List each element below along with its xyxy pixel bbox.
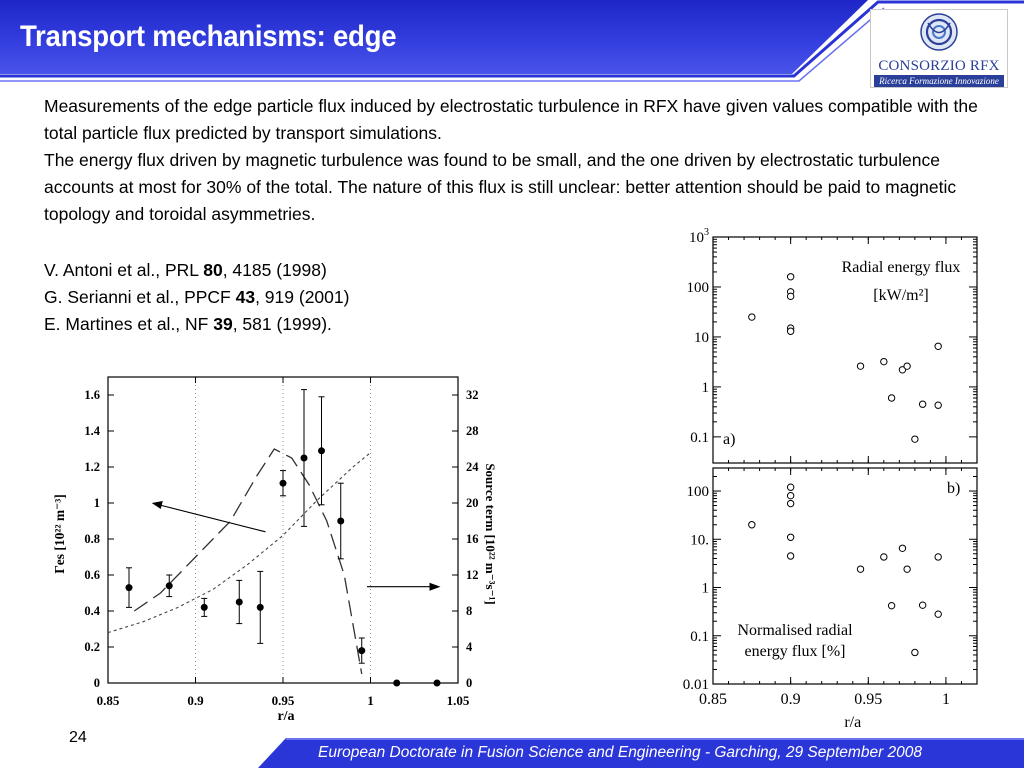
data-point: [301, 455, 308, 462]
data-point: [337, 518, 344, 525]
panel-b-data-point: [935, 611, 941, 617]
panel-a-data-point: [787, 328, 793, 334]
y2-tick-label: 16: [466, 532, 479, 546]
panel-b-units: energy flux [%]: [744, 643, 846, 660]
y2-tick-label: 32: [466, 388, 479, 402]
data-point: [318, 447, 325, 454]
panel-b-y-tick-label: 0.1: [690, 628, 709, 645]
panel-a-y-tick-label: 100: [686, 279, 709, 296]
logo-tagline: Ricerca Formazione Innovazione: [874, 75, 1004, 87]
data-point: [236, 599, 243, 606]
paragraph-energy-flux: The energy flux driven by magnetic turbulence was found to be small, and the one driven by electrostatic turbulence accounts at most for 30% of the total. The nature of this flux is still unclear: better attention should be paid to magnetic topology and toroidal asymmetries.: [44, 150, 957, 224]
x-tick-label: 1: [941, 691, 950, 708]
data-point: [434, 680, 441, 687]
panel-b-label: b): [947, 480, 961, 497]
reference-item: V. Antoni et al., PRL 80, 4185 (1998): [44, 260, 327, 280]
arrow-left-head: [152, 501, 163, 509]
panel-a-data-point: [935, 402, 941, 408]
data-point: [358, 647, 365, 654]
panel-b-data-point: [919, 602, 925, 608]
body-text: [44, 93, 984, 228]
y-tick-label: 1.6: [84, 388, 100, 402]
panel-b-data-point: [787, 492, 793, 498]
arrow-left-shaft: [158, 505, 266, 532]
y2-axis-label: Source term [10²² m⁻³s⁻¹]: [483, 463, 498, 605]
data-point: [166, 582, 173, 589]
panel-a-y-tick-label: 0.1: [690, 429, 709, 446]
panel-a-units: [kW/m²]: [873, 287, 929, 304]
y-tick-label: 0: [93, 676, 100, 690]
reference-list: [44, 257, 349, 338]
panel-b-data-point: [935, 554, 941, 560]
series-line-source-term: [134, 449, 362, 674]
x-tick-label: 1.05: [446, 693, 470, 708]
y2-tick-label: 20: [466, 496, 479, 510]
panel-b-data-point: [912, 649, 918, 655]
particle-flux-chart: [46, 368, 502, 728]
panel-a-data-point: [904, 363, 910, 369]
x-tick-label: 0.85: [699, 691, 727, 708]
panel-b-y-tick-label: 1: [701, 580, 709, 597]
arrow-right-head: [430, 583, 441, 591]
reference-item: G. Serianni et al., PPCF 43, 919 (2001): [44, 287, 350, 307]
energy-flux-chart: [665, 228, 1005, 733]
panel-b-data-point: [787, 553, 793, 559]
reference-item: E. Martines et al., NF 39, 581 (1999).: [44, 314, 332, 334]
panel-b-data-point: [904, 566, 910, 572]
y-axis-label: Γes [10²² m⁻³]: [52, 494, 67, 574]
panel-b-data-point: [888, 602, 894, 608]
x-tick-label: 1: [367, 693, 374, 708]
consorzio-rfx-logo: [870, 9, 1008, 88]
panel-b-y-tick-label: 100: [686, 484, 709, 501]
data-point: [126, 584, 133, 591]
slide-title: Transport mechanisms: edge: [20, 20, 397, 53]
y2-tick-label: 4: [466, 640, 473, 654]
panel-b-y-tick-label: 10.: [690, 532, 709, 549]
x-tick-label: 0.85: [96, 693, 120, 708]
y2-tick-label: 8: [466, 604, 473, 618]
panel-b-title: Normalised radial: [737, 622, 853, 639]
data-point: [257, 604, 264, 611]
paragraph-particle-flux: Measurements of the edge particle flux induced by electrostatic turbulence in RFX have given values compatible with the total particle flux predicted by transport simulations.: [44, 96, 978, 143]
y2-tick-label: 24: [466, 460, 479, 474]
data-point: [280, 480, 287, 487]
y-tick-label: 1: [93, 496, 100, 510]
data-point: [393, 680, 400, 687]
footer-text: European Doctorate in Fusion Science and Engineering - Garching, 29 September 2008: [318, 744, 923, 761]
panel-a-data-point: [888, 395, 894, 401]
panel-a-title: Radial energy flux: [841, 259, 961, 276]
y-tick-label: 0.2: [84, 640, 100, 654]
panel-a-data-point: [787, 274, 793, 280]
panel-b-data-point: [749, 522, 755, 528]
x-tick-label: 0.9: [780, 691, 801, 708]
panel-a-y-tick-label: 10: [694, 329, 709, 346]
y-tick-label: 1.2: [84, 460, 100, 474]
panel-a-label: a): [723, 431, 736, 448]
x-tick-label: 0.95: [271, 693, 295, 708]
panel-b-data-point: [787, 500, 793, 506]
panel-a-data-point: [881, 358, 887, 364]
y-tick-label: 0.6: [84, 568, 100, 582]
x-axis-label: r/a: [277, 709, 295, 724]
panel-a-y-tick-label: 1: [701, 379, 709, 396]
panel-a-data-point: [749, 314, 755, 320]
panel-a-data-point: [919, 401, 925, 407]
panel-b-data-point: [787, 534, 793, 540]
y2-tick-label: 0: [466, 676, 473, 690]
panel-b-data-point: [881, 554, 887, 560]
consorzio-rfx-emblem-icon: [919, 12, 959, 52]
y2-tick-label: 28: [466, 424, 479, 438]
y-tick-label: 0.4: [84, 604, 100, 618]
panel-b-y-tick-label: 0.01: [682, 677, 709, 693]
panel-a-data-point: [912, 436, 918, 442]
panel-a-y-tick-label: $10^3$: [689, 228, 709, 246]
panel-a-data-point: [935, 343, 941, 349]
panel-a-data-point: [787, 293, 793, 299]
logo-name: CONSORZIO RFX: [878, 58, 1000, 74]
data-point: [201, 604, 208, 611]
panel-b-data-point: [857, 566, 863, 572]
x-axis-label: r/a: [844, 714, 862, 731]
y2-tick-label: 12: [466, 568, 479, 582]
panel-a-data-point: [857, 363, 863, 369]
x-tick-label: 0.9: [187, 693, 204, 708]
panel-b-data-point: [899, 545, 905, 551]
y-tick-label: 0.8: [84, 532, 100, 546]
page-number: 24: [69, 729, 87, 746]
y-tick-label: 1.4: [84, 424, 100, 438]
x-tick-label: 0.95: [854, 691, 883, 708]
panel-b-data-point: [787, 484, 793, 490]
